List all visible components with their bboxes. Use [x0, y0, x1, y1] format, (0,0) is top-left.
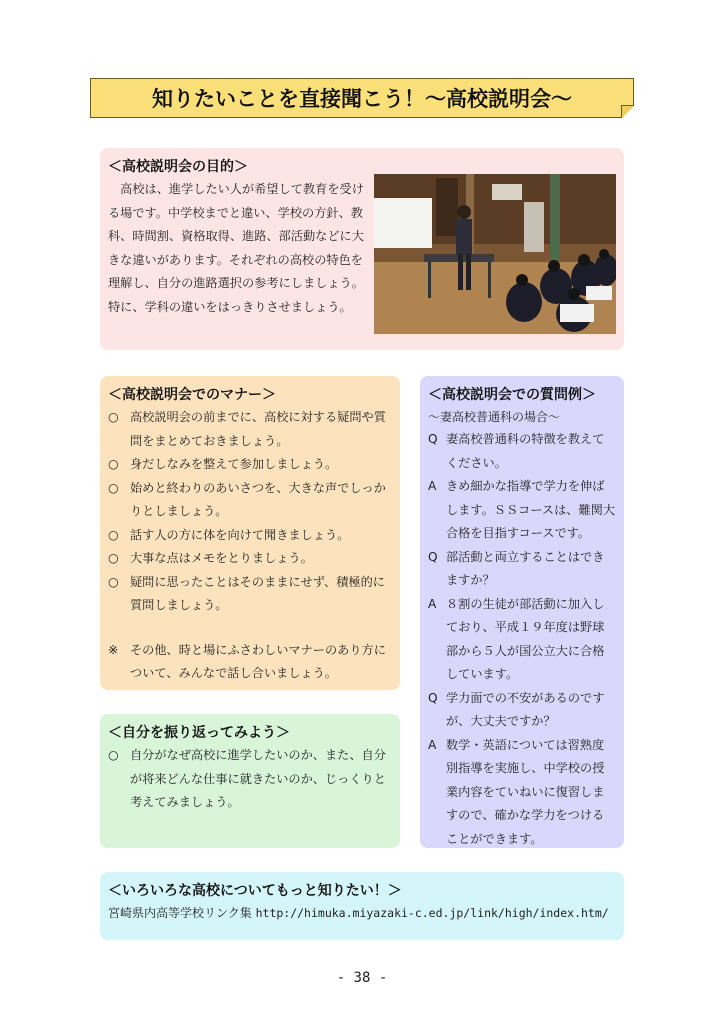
list-item [108, 524, 392, 548]
manner-text: 大事な点はメモをとりましょう。 [130, 551, 313, 565]
qa-row [428, 593, 616, 687]
list-item [108, 571, 392, 618]
purpose-section [100, 148, 624, 350]
manner-text: 話す人の方に体を向けて聞きましょう。 [130, 527, 350, 542]
qa-text: 学力面での不安があるのですが、大丈夫ですか？ [446, 690, 605, 728]
qa-mark: A [428, 596, 437, 611]
manners-section [100, 376, 400, 690]
qa-text: 数学・英語については習熟度別指導を実施し、中学校の授業内容をていねいに復習しますので、確かな学力をつけることができます。 [446, 737, 605, 846]
qa-text: 妻高校普通科の特徴を教えてください。 [446, 432, 605, 470]
banner-fold-corner [621, 105, 634, 118]
circle-bullet-icon: ○ [108, 410, 119, 424]
qa-mark: A [428, 737, 437, 752]
link-label: 宮崎県内高等学校リンク集 [108, 906, 252, 920]
list-item [108, 406, 392, 453]
list-item [108, 744, 392, 815]
circle-bullet-icon: ○ [108, 480, 119, 495]
manner-text: 高校説明会の前までに、高校に対する疑問や質問をまとめておきましょう。 [130, 410, 386, 448]
reflect-section [100, 714, 400, 848]
briefing-session-photo [374, 174, 616, 334]
qa-text: きめ細かな指導で学力を伸ばします。ＳＳコースは、難関大合格を目指すコースです。 [446, 479, 616, 540]
note-mark-icon: ※ [108, 642, 119, 657]
more-info-heading: ＜いろいろな高校についてもっと知りたい！＞ [108, 883, 402, 899]
manner-text: 疑問に思ったことはそのままにせず、積極的に質問しましょう。 [130, 574, 385, 612]
circle-bullet-icon: ○ [108, 574, 119, 589]
circle-bullet-icon: ○ [108, 551, 119, 565]
page-number: - 38 - [336, 970, 388, 986]
qa-mark: Q [428, 690, 438, 705]
manners-note [108, 639, 392, 686]
manner-text: 身だしなみを整えて参加しましょう。 [130, 457, 338, 471]
qa-text: 部活動と両立することはできますか？ [446, 549, 605, 587]
circle-bullet-icon: ○ [108, 527, 119, 542]
page-title-text: 知りたいことを直接聞こう！〜高校説明会〜 [152, 87, 572, 111]
photo-briefing-session-icon [374, 174, 616, 334]
circle-bullet-icon: ○ [108, 457, 119, 471]
note-text: その他、時と場にふさわしいマナーのあり方について、みんなで話し合いましょう。 [130, 642, 386, 680]
page-title [90, 78, 634, 118]
qa-section [420, 376, 624, 848]
manners-heading: ＜高校説明会でのマナー＞ [108, 387, 276, 403]
qa-heading: ＜高校説明会での質問例＞ [428, 387, 596, 403]
qa-row [428, 428, 616, 475]
reflect-heading: ＜自分を振り返ってみよう＞ [108, 725, 290, 741]
reflect-text: 自分がなぜ高校に進学したいのか、また、自分が将来どんな仕事に就きたいのか、じっくりと考えてみましょう。 [130, 748, 386, 809]
qa-mark: Q [428, 549, 438, 564]
more-info-section [100, 872, 624, 940]
list-item [108, 477, 392, 524]
purpose-heading: ＜高校説明会の目的＞ [108, 159, 248, 175]
manner-text: 始めと終わりのあいさつを、大きな声でしっかりとしましょう。 [130, 480, 386, 518]
link-url[interactable]: http://himuka.miyazaki-c.ed.jp/link/high/index.htm/ [255, 906, 609, 920]
link-line [108, 904, 616, 921]
purpose-body: 高校は、進学したい人が希望して教育を受ける場です。中学校までと違い、学校の方針、教科、時間割、資格取得、進路、部活動などに大きな違いがあります。それぞれの高校の特色を理解し、自分の進路選択の参考にしましょう。特に、学科の違いをはっきりさせましょう。 [108, 182, 364, 314]
qa-row [428, 546, 616, 593]
list-item [108, 453, 392, 477]
qa-row [428, 475, 616, 546]
qa-subtitle: 〜妻高校普通科の場合〜 [428, 410, 561, 424]
qa-row [428, 734, 616, 852]
qa-mark: Q [428, 432, 438, 446]
qa-text: ８割の生徒が部活動に加入しており、平成１９年度は野球部から５人が国公立大に合格しています。 [446, 596, 605, 681]
list-item [108, 547, 392, 571]
qa-row [428, 687, 616, 734]
circle-bullet-icon: ○ [108, 748, 119, 762]
qa-mark: A [428, 479, 437, 493]
